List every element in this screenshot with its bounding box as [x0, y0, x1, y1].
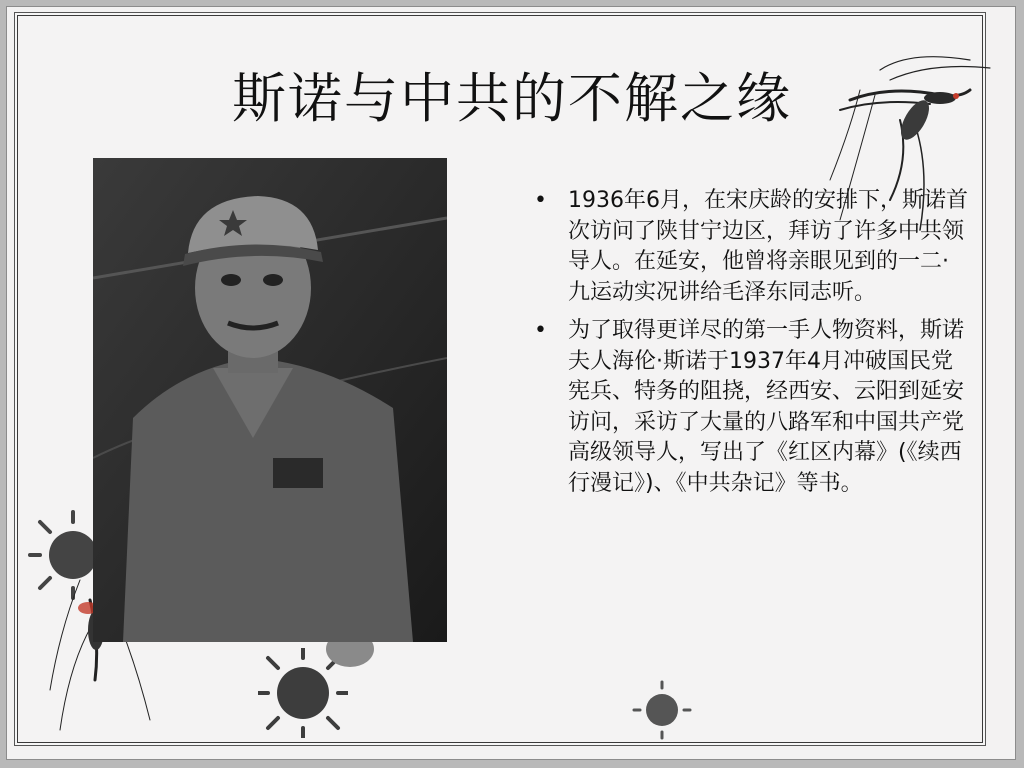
- bullet-item: • 为了取得更详尽的第一手人物资料，斯诺夫人海伦·斯诺于1937年4月冲破国民党宪兵、特务的阻挠，经西安、云阳到延安访问，采访了大量的八路军和中国共产党高级领导人，写出了《红区内幕》(《续西行漫记》)、《中共杂记》等书。: [530, 316, 970, 499]
- content-bullet-list: [530, 186, 970, 507]
- slide-title: 斯诺与中共的不解之缘: [232, 67, 792, 130]
- portrait-photo: [93, 158, 447, 642]
- bullet-item: • 1936年6月，在宋庆龄的安排下，斯诺首次访问了陕甘宁边区，拜访了许多中共领导人。在延安，他曾将亲眼见到的一二·九运动实况讲给毛泽东同志听。: [530, 186, 970, 308]
